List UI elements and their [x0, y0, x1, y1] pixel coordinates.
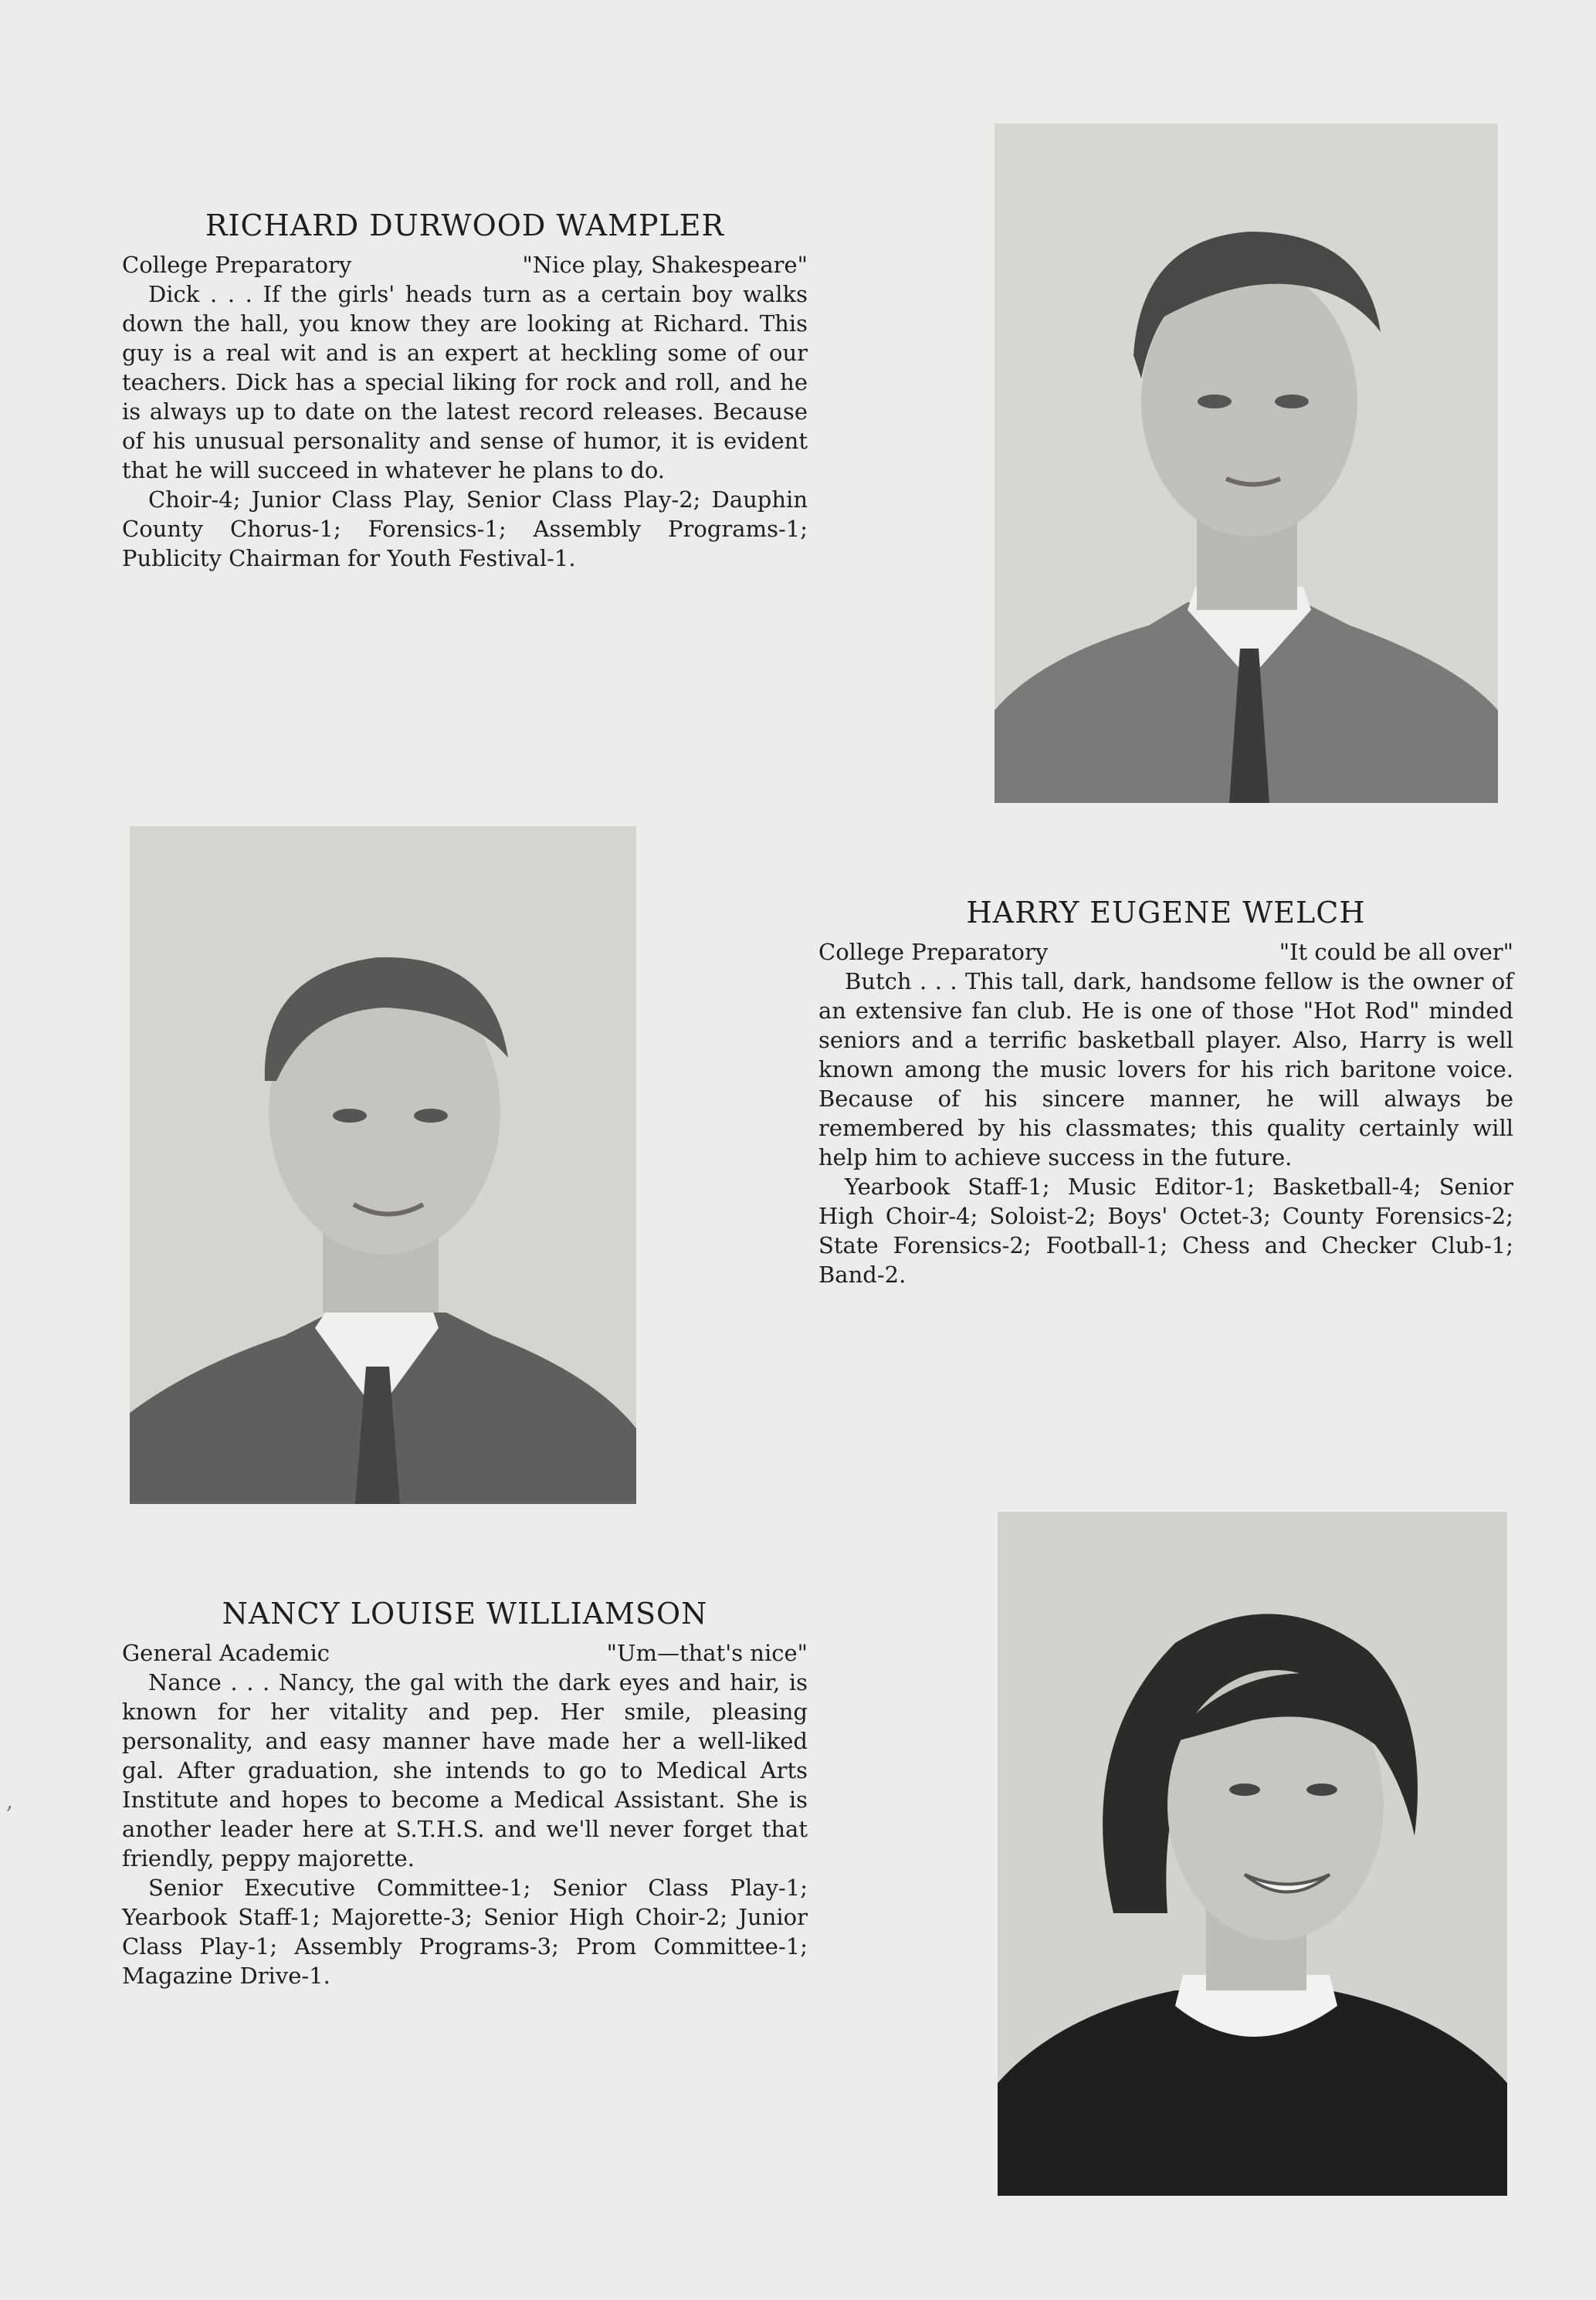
student-bio-wampler [122, 208, 808, 573]
student-description: Butch . . . This tall, dark, handsome fellow is the owner of an extensive fan club. He is one of those "Hot Rod" minded seniors and a terrific basketball player. Also, Harry is well known among the music lovers for his rich baritone voice. Because of his sincere manner, he will always be remembered by his classmates; this quality certainly will help him to achieve success in the future. [818, 968, 1513, 1170]
student-quote: "Um—that's nice" [606, 1640, 808, 1666]
student-course: College Preparatory [818, 939, 1049, 965]
student-name: NANCY LOUISE WILLIAMSON [222, 1597, 708, 1631]
student-meta [818, 937, 1513, 967]
student-photo-wampler [995, 124, 1498, 803]
student-quote: "Nice play, Shakespeare" [522, 252, 808, 278]
student-photo-welch [130, 826, 636, 1504]
student-activities: Choir-4; Junior Class Play, Senior Class Play-2; Dauphin County Chorus-1; Forensics-1; Assembly Programs-1; Publicity Chairman for Youth Festival-1. [122, 486, 808, 571]
student-course: College Preparatory [122, 252, 352, 278]
student-meta [122, 250, 808, 279]
student-activities: Yearbook Staff-1; Music Editor-1; Basketball-4; Senior High Choir-4; Soloist-2; Boys' Octet-3; County Forensics-2; State Forensics-2; Football-1; Chess and Checker Club-1; Band-2. [818, 1174, 1513, 1288]
student-photo-williamson [998, 1512, 1507, 2196]
student-meta [122, 1638, 808, 1668]
page-edge-mark: , [6, 1788, 13, 1814]
student-course: General Academic [122, 1640, 330, 1666]
student-bio-welch [818, 896, 1513, 1289]
student-name: HARRY EUGENE WELCH [966, 896, 1366, 930]
student-quote: "It could be all over" [1279, 939, 1513, 965]
student-bio-williamson [122, 1597, 808, 1990]
student-name: RICHARD DURWOOD WAMPLER [205, 208, 725, 242]
student-description: Nance . . . Nancy, the gal with the dark eyes and hair, is known for her vitality and pep. Her smile, pleasing personality, and easy manner have made her a well-liked gal. After graduation, she intends to go to Medical Arts Institute and hopes to become a Medical Assistant. She is another leader here at S.T.H.S. and we'll never forget that friendly, peppy majorette. [122, 1669, 808, 1872]
student-activities: Senior Executive Committee-1; Senior Class Play-1; Yearbook Staff-1; Majorette-3; Senior High Choir-2; Junior Class Play-1; Assembly Programs-3; Prom Committee-1; Magazine Drive-1. [122, 1875, 808, 1989]
portrait-girl-icon [998, 1512, 1507, 2196]
portrait-boy-icon [995, 124, 1498, 803]
student-description: Dick . . . If the girls' heads turn as a certain boy walks down the hall, you know they are looking at Richard. This guy is a real wit and is an expert at heckling some of our teachers. Dick has a special liking for rock and roll, and he is always up to date on the latest record releases. Because of his unusual personality and sense of humor, it is evident that he will succeed in whatever he plans to do. [122, 281, 808, 483]
portrait-boy-icon [130, 826, 636, 1504]
